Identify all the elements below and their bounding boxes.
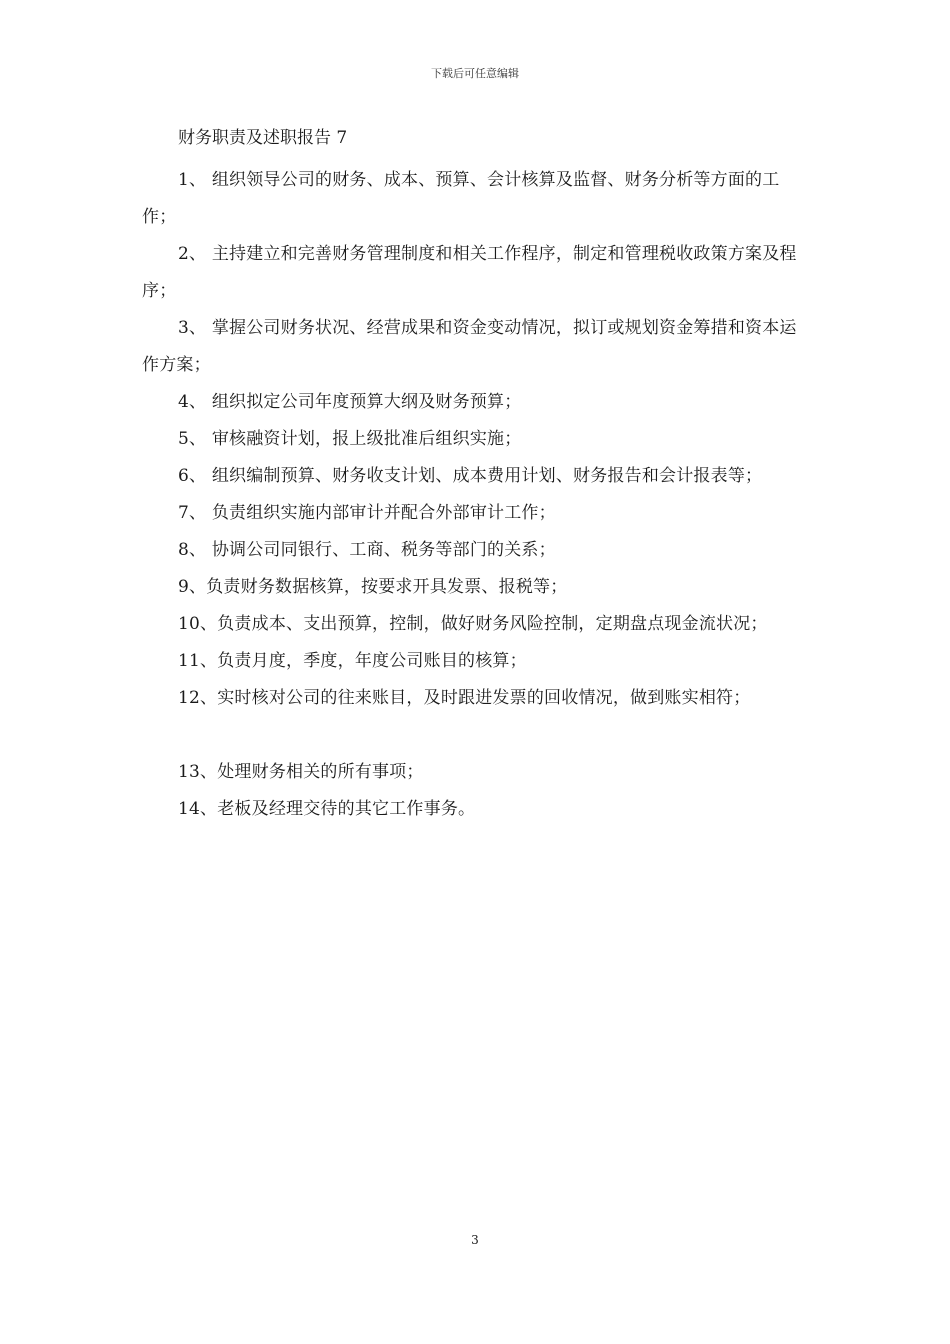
list-item-11: 11、负责月度，季度，年度公司账目的核算； (178, 651, 527, 671)
list-item-14: 14、老板及经理交待的其它工作事务。 (178, 799, 476, 819)
document-title: 财务职责及述职报告 7 (178, 128, 348, 148)
page-number: 3 (471, 1233, 479, 1247)
list-item-7: 7、 负责组织实施内部审计并配合外部审计工作； (178, 503, 556, 523)
list-item-1: 1、 组织领导公司的财务、成本、预算、会计核算及监督、财务分析等方面的工作； (142, 170, 780, 227)
blank-line (142, 717, 812, 754)
list-item-6: 6、 组织编制预算、财务收支计划、成本费用计划、财务报告和会计报表等； (178, 466, 763, 486)
list-item-3: 3、 掌握公司财务状况、经营成果和资金变动情况，拟订或规划资金筹措和资本运作方案； (142, 318, 797, 375)
list-item-13: 13、处理财务相关的所有事项； (178, 762, 424, 782)
list-item-8: 8、 协调公司同银行、工商、税务等部门的关系； (178, 540, 556, 560)
page-header-note: 下载后可任意编辑 (431, 67, 519, 80)
list-item-10: 10、负责成本、支出预算，控制，做好财务风险控制，定期盘点现金流状况； (178, 614, 768, 634)
list-item-4: 4、 组织拟定公司年度预算大纲及财务预算； (178, 392, 522, 412)
list-item-2: 2、 主持建立和完善财务管理制度和相关工作程序，制定和管理税收政策方案及程序； (142, 244, 797, 301)
document-body (142, 162, 812, 828)
list-item-5: 5、 审核融资计划，报上级批准后组织实施； (178, 429, 522, 449)
list-item-9: 9、负责财务数据核算，按要求开具发票、报税等； (178, 577, 568, 597)
list-item-12: 12、实时核对公司的往来账目，及时跟进发票的回收情况，做到账实相符； (178, 688, 751, 708)
